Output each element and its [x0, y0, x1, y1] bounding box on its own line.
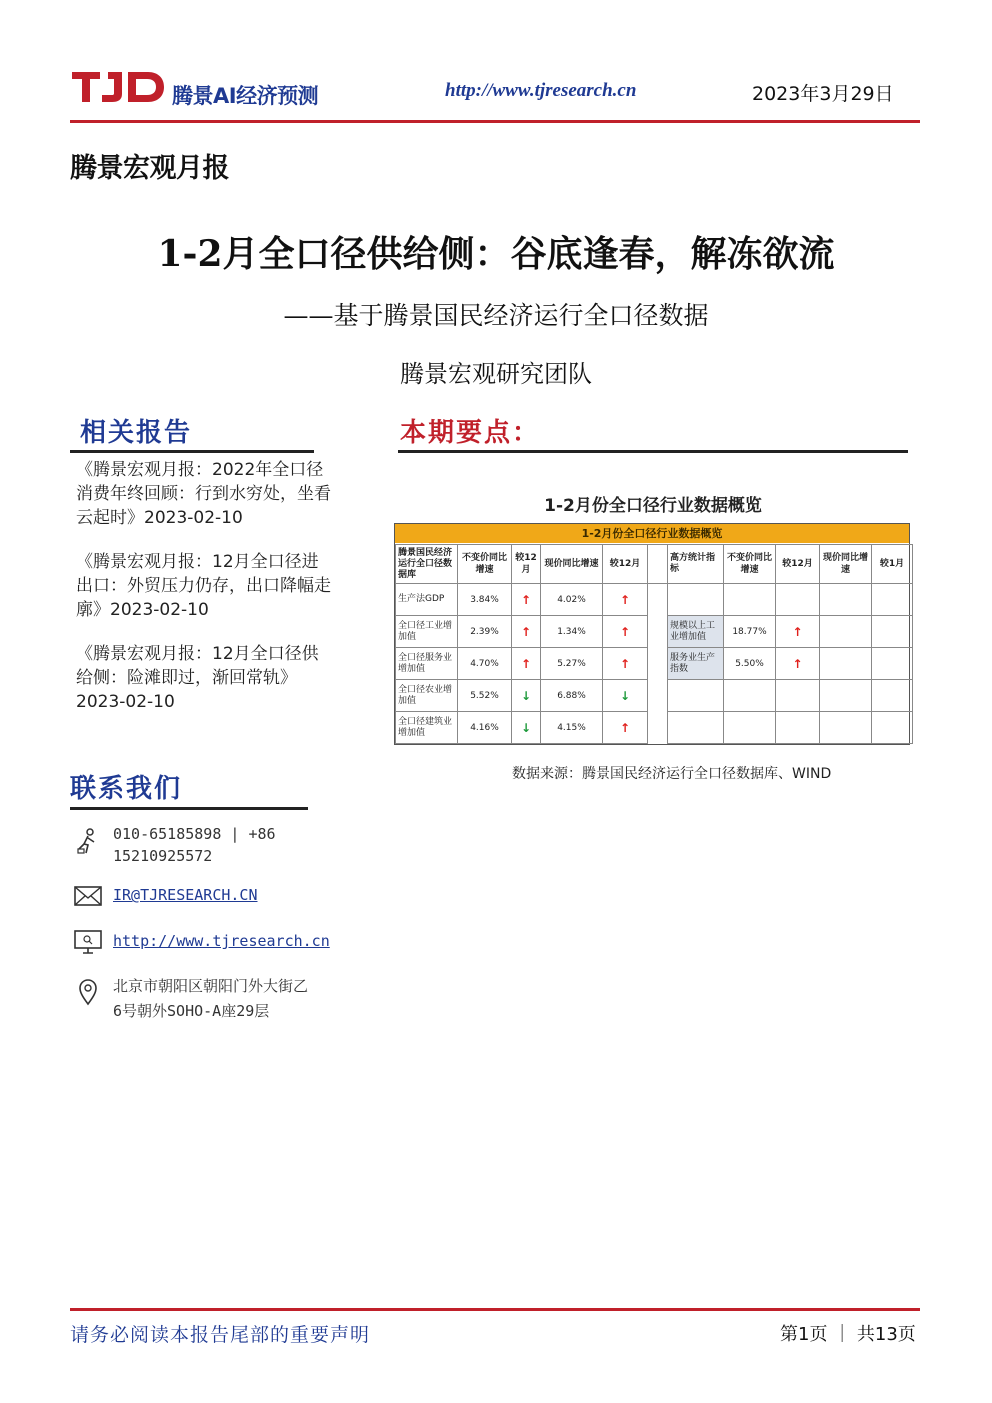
arrow-up-icon: ↑ — [520, 592, 532, 607]
stat-nominal-value — [820, 648, 872, 680]
stat-change-arrow — [776, 584, 820, 616]
nominal-growth-value: 4.02% — [541, 584, 603, 616]
mail-icon — [74, 882, 102, 910]
table-row — [396, 648, 913, 680]
stat-change-arrow — [776, 616, 820, 648]
table-row — [396, 616, 913, 648]
phone-icon — [74, 827, 102, 855]
table-caption: 1-2月份全口径行业数据概览 — [544, 496, 762, 516]
column-header: 现价同比增速 — [541, 545, 603, 584]
nominal-change-arrow — [603, 616, 648, 648]
stat-change-arrow-jan — [872, 584, 913, 616]
stat-real-value: 18.77% — [724, 616, 776, 648]
column-header: 现价同比增速 — [820, 545, 872, 584]
contact-divider — [70, 807, 308, 810]
related-divider — [70, 450, 314, 453]
column-header: 较12月 — [512, 545, 541, 584]
arrow-up-icon: ↑ — [520, 624, 532, 639]
row-label: 全口径工业增加值 — [396, 616, 458, 648]
contact-heading: 联系我们 — [70, 774, 183, 804]
column-gap — [648, 584, 668, 616]
arrow-up-icon: ↑ — [619, 592, 631, 607]
arrow-up-icon: ↑ — [792, 656, 803, 671]
stat-indicator-label — [668, 584, 724, 616]
row-label: 全口径服务业增加值 — [396, 648, 458, 680]
related-report-item[interactable]: 《腾景宏观月报：12月全口径进出口：外贸压力仍存，出口降幅走廓》2023-02-10 — [76, 552, 331, 620]
related-report-item[interactable]: 《腾景宏观月报：12月全口径供给侧：险滩即过，渐回常轨》2023-02-10 — [76, 644, 319, 712]
sub-title: ——基于腾景国民经济运行全口径数据 — [283, 301, 709, 330]
column-header: 不变价同比增速 — [724, 545, 776, 584]
table-row — [396, 712, 913, 744]
real-change-arrow — [512, 712, 541, 744]
page-indicator: 第1页 ｜ 共13页 — [780, 1324, 916, 1345]
stat-indicator-label: 服务业生产指数 — [668, 648, 724, 680]
stat-real-value — [724, 680, 776, 712]
arrow-up-icon: ↑ — [619, 656, 631, 671]
arrow-up-icon: ↑ — [619, 624, 631, 639]
stat-change-arrow — [776, 712, 820, 744]
stat-indicator-label: 规模以上工业增加值 — [668, 616, 724, 648]
table-row — [396, 584, 913, 616]
column-gap — [648, 680, 668, 712]
header-url-link[interactable]: http://www.tjresearch.cn — [445, 80, 637, 101]
row-label: 全口径建筑业增加值 — [396, 712, 458, 744]
report-date: 2023年3月29日 — [752, 83, 894, 105]
stat-change-arrow-jan — [872, 616, 913, 648]
nominal-growth-value: 5.27% — [541, 648, 603, 680]
stat-nominal-value — [820, 712, 872, 744]
contact-address: 北京市朝阳区朝阳门外大街乙 — [113, 977, 309, 995]
real-growth-value: 5.52% — [458, 680, 512, 712]
location-pin-icon — [74, 978, 102, 1006]
nominal-growth-value: 1.34% — [541, 616, 603, 648]
arrow-up-icon: ↑ — [619, 720, 631, 735]
related-report-item[interactable]: 《腾景宏观月报：2022年全口径消费年终回顾：行到水穷处，坐看云起时》2023-02-10 — [76, 460, 331, 528]
industry-table — [395, 544, 913, 744]
footer-notice: 请务必阅读本报告尾部的重要声明 — [70, 1324, 371, 1346]
nominal-growth-value: 6.88% — [541, 680, 603, 712]
stat-real-value — [724, 584, 776, 616]
real-growth-value: 4.16% — [458, 712, 512, 744]
tjd-logo-mark — [70, 66, 166, 106]
stat-change-arrow-jan — [872, 680, 913, 712]
column-header: 腾景国民经济运行全口径数据库 — [396, 545, 458, 584]
stat-change-arrow-jan — [872, 712, 913, 744]
real-growth-value: 4.70% — [458, 648, 512, 680]
industry-data-table — [394, 523, 910, 745]
row-label: 生产法GDP — [396, 584, 458, 616]
stat-change-arrow — [776, 680, 820, 712]
stat-nominal-value — [820, 680, 872, 712]
real-change-arrow — [512, 680, 541, 712]
arrow-up-icon: ↑ — [520, 656, 532, 671]
header-divider — [70, 120, 920, 123]
arrow-down-icon: ↓ — [520, 720, 532, 735]
stat-indicator-label — [668, 712, 724, 744]
real-growth-value: 2.39% — [458, 616, 512, 648]
stat-real-value — [724, 712, 776, 744]
stat-nominal-value — [820, 616, 872, 648]
nominal-change-arrow — [603, 680, 648, 712]
column-header: 较12月 — [776, 545, 820, 584]
logo-text: 腾景AI经济预测 — [172, 84, 319, 108]
column-gap — [648, 545, 668, 584]
table-row — [396, 680, 913, 712]
stat-indicator-label — [668, 680, 724, 712]
related-reports-heading: 相关报告 — [80, 418, 193, 448]
stat-change-arrow — [776, 648, 820, 680]
row-label: 全口径农业增加值 — [396, 680, 458, 712]
real-change-arrow — [512, 648, 541, 680]
data-source-note: 数据来源：腾景国民经济运行全口径数据库、WIND — [512, 766, 832, 782]
table-banner: 1-2月份全口径行业数据概览 — [395, 524, 909, 543]
contact-phone: 010-65185898 | +86 — [113, 825, 276, 843]
team-name: 腾景宏观研究团队 — [400, 360, 592, 388]
keypoints-divider — [398, 450, 908, 453]
arrow-up-icon: ↑ — [792, 624, 803, 639]
nominal-change-arrow — [603, 648, 648, 680]
nominal-change-arrow — [603, 584, 648, 616]
arrow-down-icon: ↓ — [520, 688, 532, 703]
arrow-down-icon: ↓ — [619, 688, 631, 703]
monitor-icon — [74, 928, 102, 956]
stat-change-arrow-jan — [872, 648, 913, 680]
contact-address-line2: 6号朝外SOHO-A座29层 — [113, 1002, 270, 1020]
column-header: 高方统计指标 — [668, 545, 724, 584]
column-gap — [648, 616, 668, 648]
nominal-growth-value: 4.15% — [541, 712, 603, 744]
column-gap — [648, 648, 668, 680]
column-header: 较12月 — [603, 545, 648, 584]
real-growth-value: 3.84% — [458, 584, 512, 616]
stat-nominal-value — [820, 584, 872, 616]
contact-email-link[interactable]: IR@TJRESEARCH.CN — [113, 886, 258, 904]
footer-divider — [70, 1308, 920, 1311]
main-title: 1-2月全口径供给侧：谷底逢春，解冻欲流 — [157, 233, 835, 275]
contact-phone-mobile: 15210925572 — [113, 847, 213, 865]
contact-website-link[interactable]: http://www.tjresearch.cn — [113, 932, 330, 950]
real-change-arrow — [512, 616, 541, 648]
column-gap — [648, 712, 668, 744]
series-title: 腾景宏观月报 — [70, 153, 229, 184]
column-header: 较1月 — [872, 545, 913, 584]
column-header: 不变价同比增速 — [458, 545, 512, 584]
keypoints-heading: 本期要点： — [400, 418, 541, 448]
stat-real-value: 5.50% — [724, 648, 776, 680]
nominal-change-arrow — [603, 712, 648, 744]
real-change-arrow — [512, 584, 541, 616]
